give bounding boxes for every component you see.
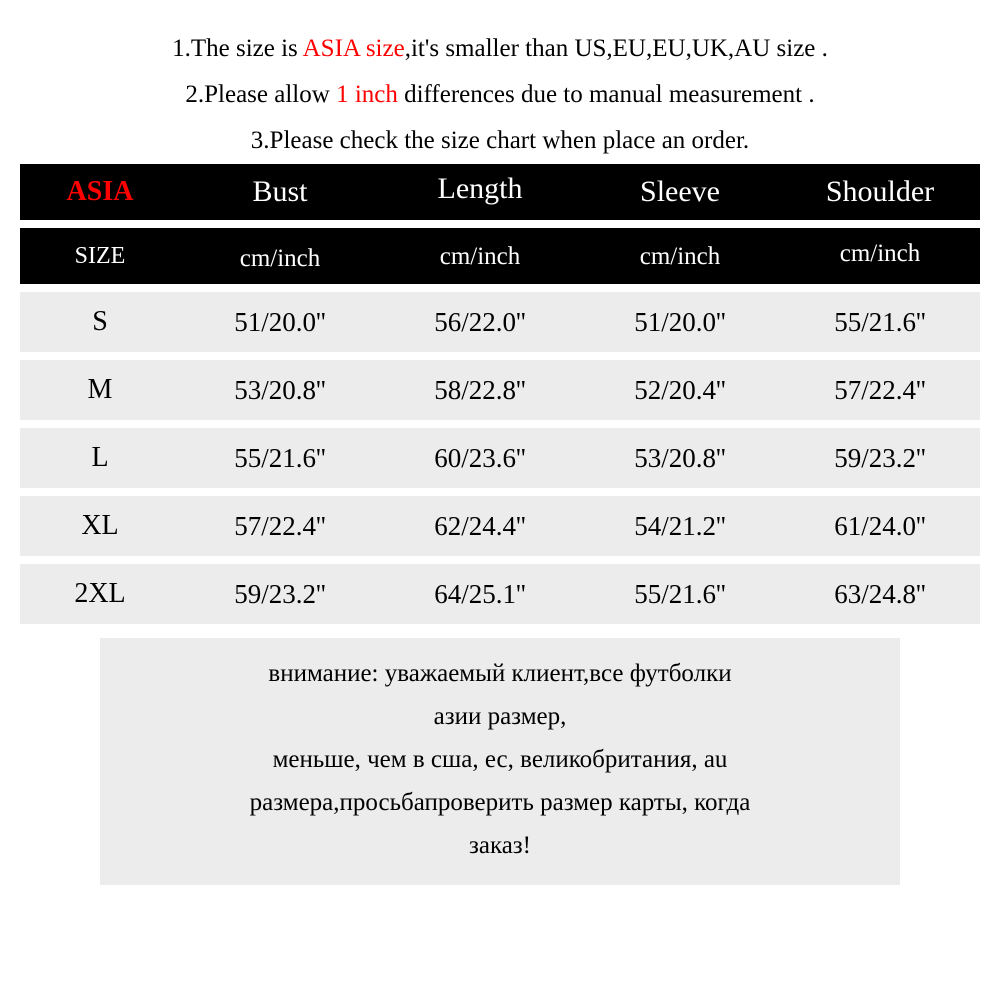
subheader-cell-bust-unit: cm/inch — [239, 244, 321, 272]
footer-line: внимание: уважаемый клиент,все футболки — [268, 660, 732, 687]
row-size: XL — [81, 510, 119, 541]
row-sleeve: 52/20.4'' — [634, 374, 726, 405]
subheader-cell-shoulder-unit: cm/inch — [839, 239, 921, 267]
footer-line: азии размер, — [433, 703, 567, 730]
row-sleeve: 51/20.0'' — [634, 306, 726, 337]
row-bust: 59/23.2'' — [234, 578, 326, 609]
row-shoulder: 63/24.8'' — [834, 578, 926, 609]
row-shoulder: 57/22.4'' — [834, 374, 926, 405]
table-row — [20, 564, 980, 624]
notice-2-post: differences due to manual measurement . — [397, 81, 815, 108]
footer-line: заказ! — [468, 832, 532, 859]
notice-2-pre: 2.Please allow — [185, 81, 337, 108]
header-cell-shoulder: Shoulder — [825, 175, 935, 208]
row-shoulder: 59/23.2'' — [834, 442, 926, 473]
row-sleeve: 55/21.6'' — [634, 578, 726, 609]
header-cell-region: ASIA — [66, 176, 134, 207]
subheader-cell-size: SIZE — [74, 243, 126, 269]
row-size: S — [92, 306, 108, 337]
notice-1-highlight: ASIA size — [302, 35, 405, 62]
row-length: 60/23.6'' — [434, 442, 526, 473]
notice-block — [0, 0, 1000, 164]
header-cell-bust: Bust — [252, 175, 308, 208]
notice-2-highlight: 1 inch — [336, 81, 398, 108]
row-bust: 51/20.0'' — [234, 306, 326, 337]
row-length: 58/22.8'' — [434, 374, 526, 405]
table-subheader-row — [20, 228, 980, 284]
table-header-row — [20, 164, 980, 220]
notice-line-2 — [0, 72, 1000, 118]
notice-line-3 — [0, 118, 1000, 164]
table-row — [20, 496, 980, 556]
row-sleeve: 54/21.2'' — [634, 510, 726, 541]
row-bust: 53/20.8'' — [234, 374, 326, 405]
row-size: M — [87, 374, 113, 405]
size-table — [0, 164, 1000, 624]
row-size: L — [91, 442, 109, 473]
subheader-cell-length-unit: cm/inch — [439, 242, 521, 270]
row-shoulder: 61/24.0'' — [834, 510, 926, 541]
row-sleeve: 53/20.8'' — [634, 442, 726, 473]
row-length: 64/25.1'' — [434, 578, 526, 609]
row-size: 2XL — [74, 578, 126, 609]
table-row — [20, 360, 980, 420]
notice-line-1 — [0, 26, 1000, 72]
footer-note — [100, 638, 900, 885]
row-length: 62/24.4'' — [434, 510, 526, 541]
row-length: 56/22.0'' — [434, 306, 526, 337]
notice-3-pre: 3.Please check the size chart when place an order. — [250, 127, 750, 154]
footer-line: меньше, чем в сша, ес, великобритания, au — [272, 746, 728, 773]
table-row — [20, 428, 980, 488]
row-bust: 57/22.4'' — [234, 510, 326, 541]
subheader-cell-sleeve-unit: cm/inch — [639, 242, 721, 270]
header-cell-sleeve: Sleeve — [640, 175, 720, 208]
table-row — [20, 292, 980, 352]
notice-1-post: ,it's smaller than US,EU,EU,UK,AU size . — [404, 35, 828, 62]
row-shoulder: 55/21.6'' — [834, 306, 926, 337]
row-bust: 55/21.6'' — [234, 442, 326, 473]
notice-1-pre: 1.The size is — [172, 35, 303, 62]
header-cell-length: Length — [437, 172, 523, 205]
footer-line: размера,просьбапроверить размер карты, когда — [249, 789, 751, 816]
